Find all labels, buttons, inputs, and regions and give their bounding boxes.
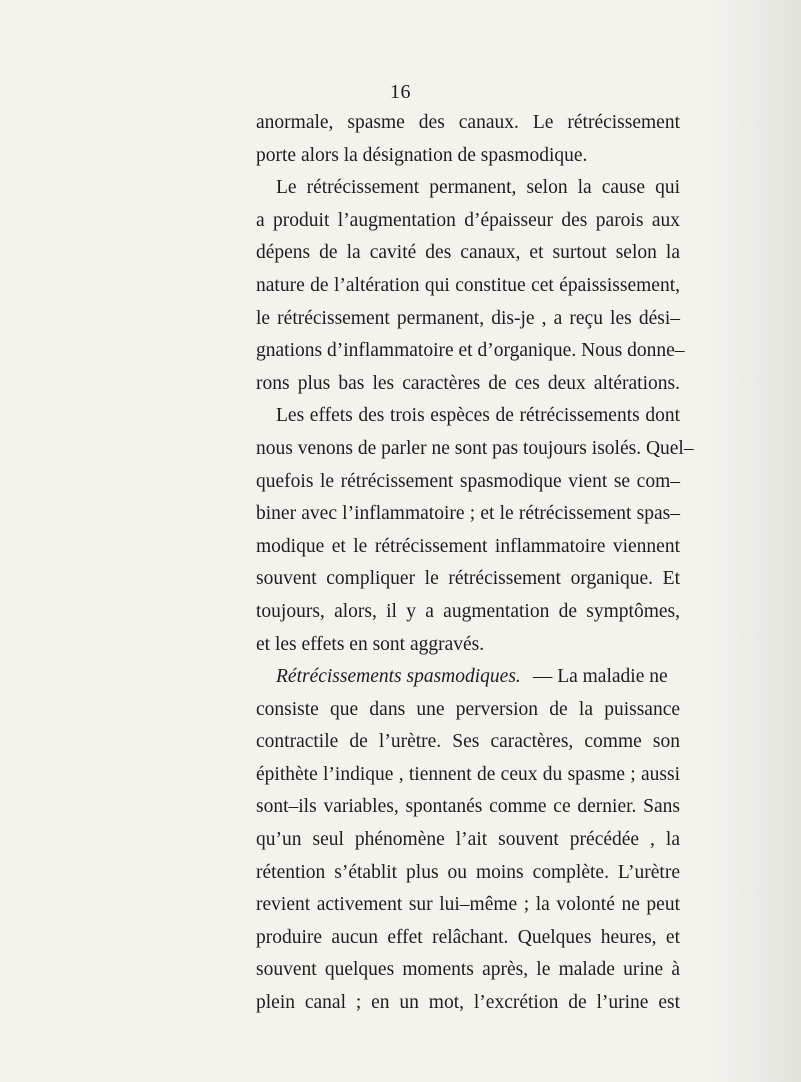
text-line: le rétrécissement permanent, dis-je , a reçu les dési– bbox=[256, 307, 680, 329]
text-line: produire aucun effet relâchant. Quelques heures, et bbox=[256, 926, 680, 948]
text-line: qu’un seul phénomène l’ait souvent précédée , la bbox=[256, 829, 680, 851]
text-line: porte alors la désignation de spasmodique. bbox=[256, 144, 588, 166]
text-line: souvent quelques moments après, le malade urine à bbox=[256, 959, 680, 981]
text-line: toujours, alors, il y a augmentation de symptômes, bbox=[256, 600, 680, 622]
text-line: rétention s’établit plus ou moins complète. L’urètre bbox=[256, 861, 680, 883]
text-line: souvent compliquer le rétrécissement organique. Et bbox=[256, 568, 680, 590]
text-line: rons plus bas les caractères de ces deux altérations. bbox=[256, 372, 680, 394]
page-number: 16 bbox=[390, 81, 411, 103]
text-line: quefois le rétrécissement spasmodique vient se com– bbox=[256, 470, 680, 492]
text-line: et les effets en sont aggravés. bbox=[256, 633, 485, 655]
text-line: nature de l’altération qui constitue cet épaississement, bbox=[256, 274, 680, 296]
text-line: sont–ils variables, spontanés comme ce dernier. Sans bbox=[256, 796, 680, 818]
section-heading: Rétrécissements spasmodiques. bbox=[276, 666, 521, 688]
text-line: modique et le rétrécissement inflammatoire viennent bbox=[256, 535, 680, 557]
text-line: épithète l’indique , tiennent de ceux du spasme ; aussi bbox=[256, 763, 680, 785]
text-line: a produit l’augmentation d’épaisseur des parois aux bbox=[256, 209, 680, 231]
text-line: nous venons de parler ne sont pas toujours isolés. Quel– bbox=[256, 437, 694, 459]
text-line: anormale, spasme des canaux. Le rétrécissement bbox=[256, 112, 680, 133]
text-line: biner avec l’inflammatoire ; et le rétrécissement spas– bbox=[256, 503, 680, 525]
text-line: contractile de l’urètre. Ses caractères, comme son bbox=[256, 731, 680, 753]
text-line: consiste que dans une perversion de la puissance bbox=[256, 698, 680, 720]
text-line: gnations d’inflammatoire et d’organique. Nous donne– bbox=[256, 340, 685, 362]
body-text bbox=[256, 107, 694, 1020]
text-line: Le rétrécissement permanent, selon la cause qui bbox=[276, 177, 680, 199]
text-line: plein canal ; en un mot, l’excrétion de l’urine est bbox=[256, 992, 680, 1014]
section-heading-line bbox=[256, 661, 680, 694]
text-line: revient activement sur lui–même ; la volonté ne peut bbox=[256, 894, 680, 916]
text-line: dépens de la cavité des canaux, et surtout selon la bbox=[256, 242, 680, 264]
text-line: — La maladie ne bbox=[532, 666, 668, 688]
text-line: Les effets des trois espèces de rétrécissements dont bbox=[276, 405, 680, 427]
